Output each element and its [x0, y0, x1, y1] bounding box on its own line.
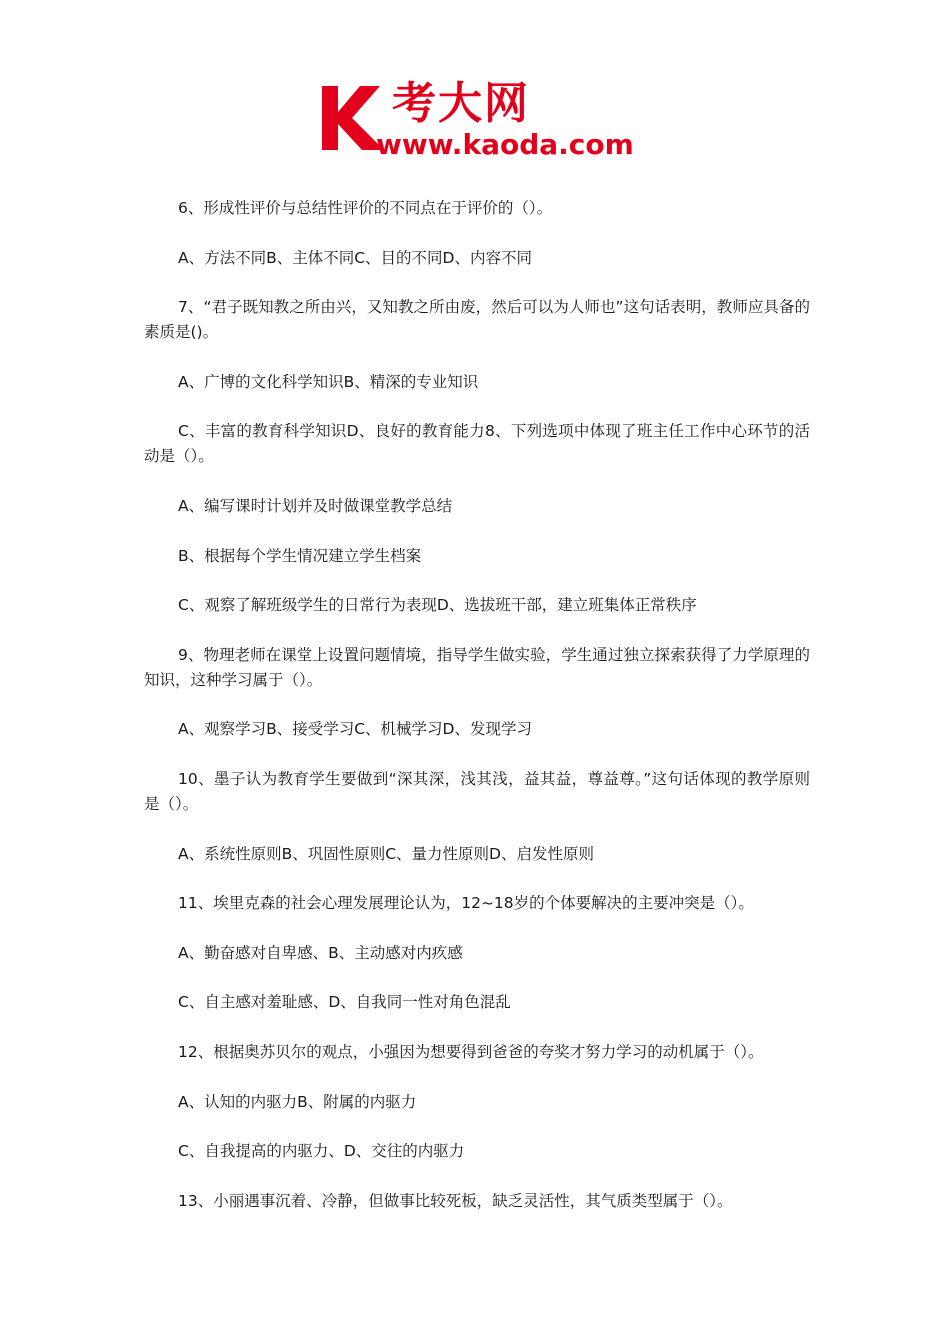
- options-8-cd: C、观察了解班级学生的日常行为表现D、选拔班干部，建立班集体正常秩序: [178, 596, 697, 615]
- options-8-a: A、编写课时计划并及时做课堂教学总结: [178, 496, 453, 515]
- logo-url: www.kaoda.com: [376, 128, 634, 161]
- question-6: 6、形成性评价与总结性评价的不同点在于评价的（）。: [178, 199, 553, 217]
- question-7: 7、“君子既知教之所由兴，又知教之所由废，然后可以为人师也”这句话表明，教师应具备的素质是()。: [144, 298, 810, 342]
- options-11-ab: A、勤奋感对自卑感、B、主动感对内疚感: [178, 943, 463, 962]
- kaoda-logo: [318, 78, 648, 164]
- options-10: A、系统性原则B、巩固性原则C、量力性原则D、启发性原则: [178, 844, 594, 863]
- options-7-ab: A、广博的文化科学知识B、精深的专业知识: [178, 372, 479, 391]
- document-body: [144, 196, 810, 1238]
- logo-chinese-name: 考大网: [392, 78, 530, 129]
- options-8-b: B、根据每个学生情况建立学生档案: [178, 546, 422, 565]
- options-12-ab: A、认知的内驱力B、附属的内驱力: [178, 1092, 417, 1111]
- options-11-cd: C、自主感对羞耻感、D、自我同一性对角色混乱: [178, 993, 511, 1012]
- question-10: 10、墨子认为教育学生要做到“深其深，浅其浅，益其益，尊益尊。”这句话体现的教学原则是（）。: [144, 769, 810, 813]
- question-9: 9、物理老师在课堂上设置问题情境，指导学生做实验，学生通过独立探索获得了力学原理的知识，这种学习属于（）。: [144, 645, 810, 689]
- question-13: 13、小丽遇事沉着、冷静，但做事比较死板，缺乏灵活性，其气质类型属于（）。: [178, 1191, 733, 1210]
- question-11: 11、埃里克森的社会心理发展理论认为，12~18岁的个体要解决的主要冲突是（）。: [178, 894, 754, 913]
- options-9: A、观察学习B、接受学习C、机械学习D、发现学习: [178, 720, 532, 739]
- options-7-cd-question-8: C、丰富的教育科学知识D、良好的教育能力8、下列选项中体现了班主任工作中心环节的活动是（）。: [144, 422, 810, 466]
- options-12-cd: C、自我提高的内驱力、D、交往的内驱力: [178, 1142, 465, 1161]
- options-6: A、方法不同B、主体不同C、目的不同D、内容不同: [178, 248, 532, 267]
- question-12: 12、根据奥苏贝尔的观点，小强因为想要得到爸爸的夸奖才努力学习的动机属于（）。: [178, 1042, 764, 1061]
